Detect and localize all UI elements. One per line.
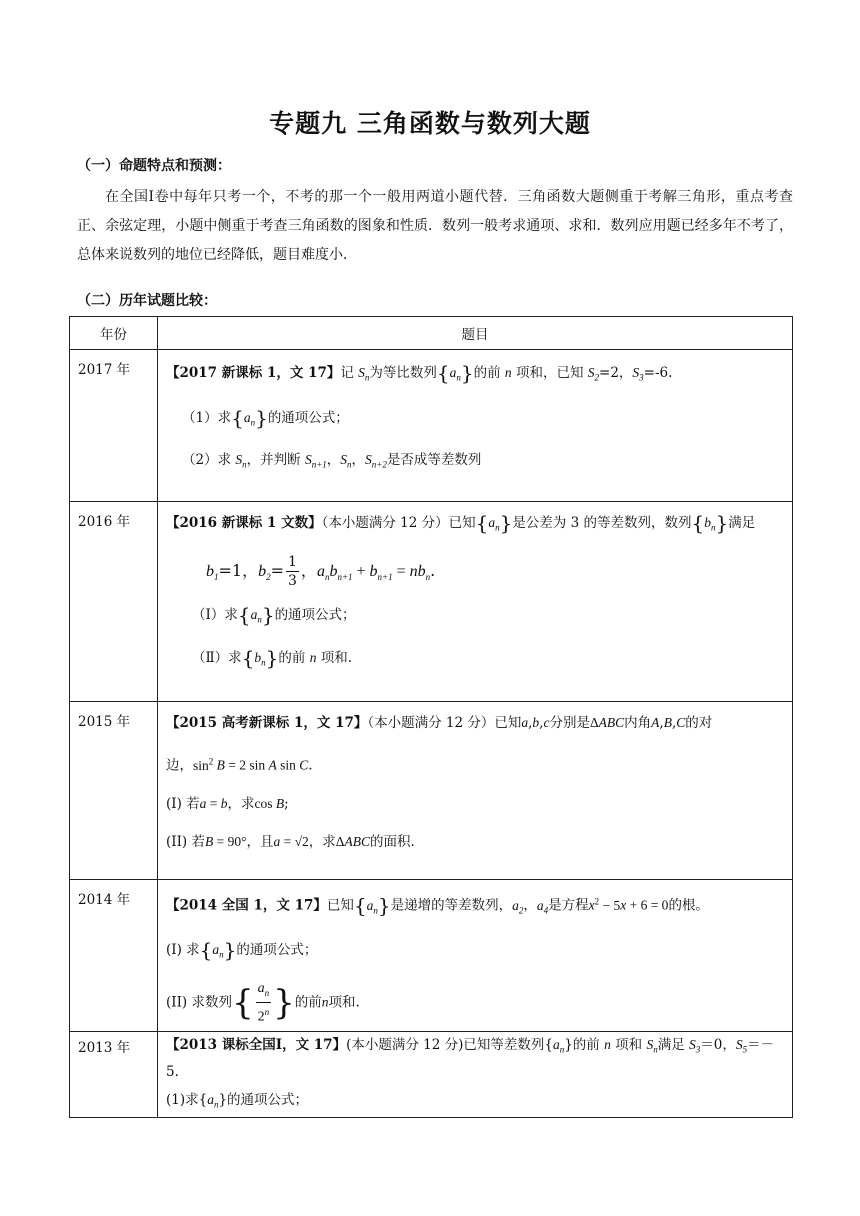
table-header-row	[70, 317, 793, 350]
question-part-2: (II) 若B = 90°，且a = √2，求ΔABC的面积.	[166, 833, 415, 850]
row-year: 2015 年	[70, 702, 158, 880]
fraction-an-over-2n: $\frac{a_n}{2^n}$	[257, 980, 270, 1025]
table-row	[70, 880, 793, 1032]
question-source: 【2017 新课标 1，文 17】	[166, 365, 341, 381]
question-part-1: （1）求$\{a_n\}$的通项公式；	[182, 405, 349, 430]
row-question	[158, 880, 793, 1032]
question-source: 【2015 高考新课标 1，文 17】	[166, 715, 368, 731]
question-part-2: （Ⅱ）求$\{b_n\}$的前 n 项和.	[192, 645, 353, 670]
row-question	[158, 502, 793, 702]
row-question	[158, 702, 793, 880]
question-source: 【2014 全国 1，文 17】	[166, 897, 327, 914]
question-stem: 【2015 高考新课标 1，文 17】（本小题满分 12 分）已知a,b,c分别是ΔABC内角A,B,C的对	[166, 715, 713, 731]
question-stem: 【2017 新课标 1，文 17】记 $S_n$为等比数列$\{a_n\}$的前 n 项和，已知 $S_2=2$，$S_3=-6$.	[166, 361, 673, 385]
question-condition: $b_1=1$，$b_2=$ $\frac{1}{3}$ ，$a_nb_{n+1} + b_{n+1} = nb_n$.	[206, 553, 436, 589]
row-year: 2013 年	[70, 1032, 158, 1118]
table-row	[70, 350, 793, 502]
row-year: 2016 年	[70, 502, 158, 702]
fraction-one-third: $\frac{1}{3}$	[288, 553, 297, 589]
question-stem-cont: 边，$\sin^2 B = 2$ sin A sin C.	[166, 756, 313, 774]
question-source: 【2016 新课标 1 文数】	[166, 515, 322, 531]
question-part-2: （2）求 $S_n$，并判断 $S_{n+1}$，$S_n$，$S_{n+2}$是否成等差数列	[182, 452, 482, 471]
exam-comparison-table	[69, 316, 793, 1118]
header-year: 年份	[70, 317, 158, 350]
table-row	[70, 502, 793, 702]
table-row	[70, 1032, 793, 1118]
header-question: 题目	[158, 317, 793, 350]
question-stem: 【2016 新课标 1 文数】（本小题满分 12 分）已知$\{a_n\}$是公差为 3 的等差数列，数列$\{b_n\}$满足	[166, 511, 756, 535]
section-body-features: 在全国Ⅰ卷中每年只考一个，不考的那一个一般用两道小题代替．三角函数大题侧重于考解三角形，重点考查正、余弦定理，小题中侧重于考查三角函数的图象和性质．数列一般考求通项、求和．数列应用题已经多年不考了，总体来说数列的地位已经降低，题目难度小．	[77, 189, 793, 263]
question-part-1: （Ⅰ）求$\{a_n\}$的通项公式；	[192, 602, 356, 627]
question-part-2: (II) 求数列{ $\frac{a_n}{2^n}$ }的前n项和.	[166, 980, 360, 1025]
question-stem: 【2014 全国 1，文 17】已知$\{a_n\}$是递增的等差数列，$a_2$，$a_4$是方程$x^2 - 5x + 6 = 0$的根。	[166, 893, 709, 918]
table-row	[70, 702, 793, 880]
row-question	[158, 1032, 793, 1118]
question-part-1: (I) 若a = b，求cos B;	[166, 795, 289, 812]
page-title: 专题九 三角函数与数列大题	[269, 109, 591, 138]
row-year: 2017 年	[70, 350, 158, 502]
question-source: 【2013 课标全国Ⅰ，文 17】	[166, 1037, 347, 1053]
section-heading-comparison: （二）历年试题比较：	[77, 293, 217, 309]
row-question	[158, 350, 793, 502]
section-heading-features: （一）命题特点和预测：	[77, 158, 231, 174]
question-stem: 【2013 课标全国Ⅰ，文 17】(本小题满分 12 分)已知等差数列$\{a_n\}$的前 n 项和 $S_n$满足 $S_3=0$，$S_5=-5$.	[166, 1037, 775, 1080]
question-part-1: (I) 求$\{a_n\}$的通项公式；	[166, 938, 318, 963]
row-year: 2014 年	[70, 880, 158, 1032]
question-part-1: (1)求$\{a_n\}$的通项公式；	[166, 1091, 309, 1110]
